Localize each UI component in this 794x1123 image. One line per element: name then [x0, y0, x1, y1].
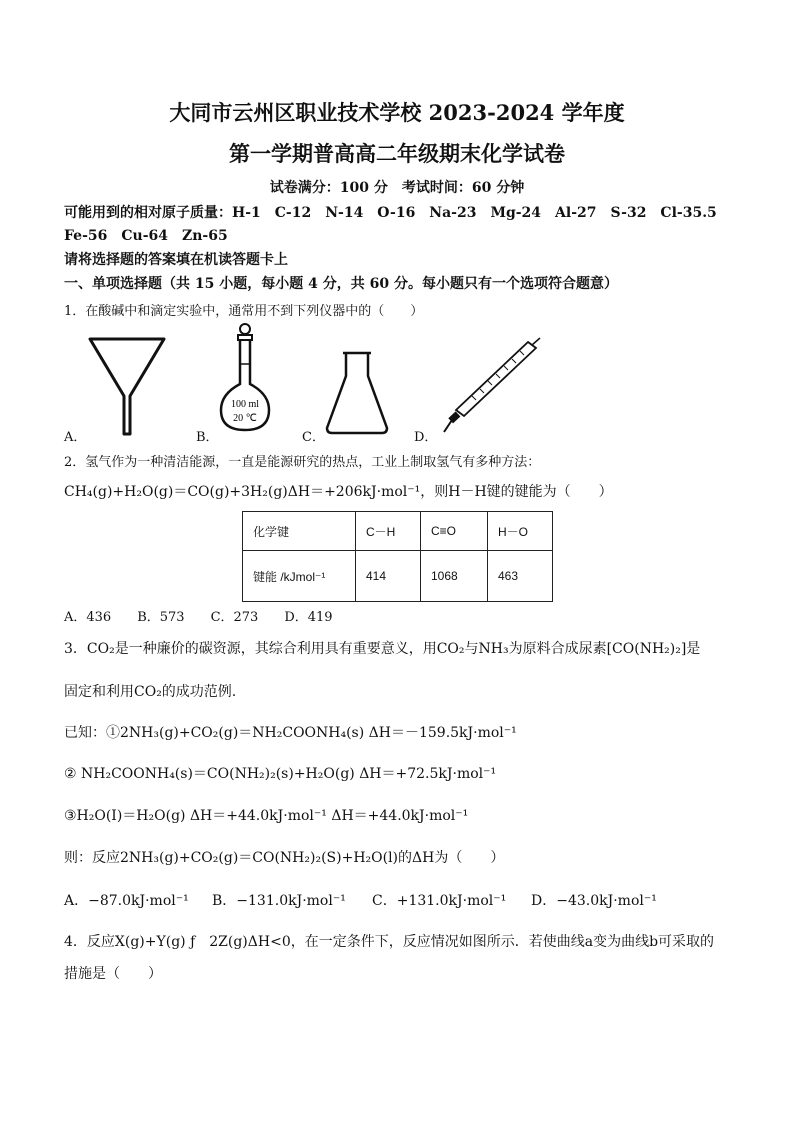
table-header-cell: C－H: [356, 512, 421, 551]
q3-option-a: A．−87.0kJ·mol⁻¹: [64, 893, 189, 909]
q3-option-b: B．−131.0kJ·mol⁻¹: [212, 893, 346, 909]
table-header-cell: 化学键: [243, 512, 356, 551]
table-row: [243, 551, 553, 602]
q3-question: 则：反应2NH₃(g)+CO₂(g)＝CO(NH₂)₂(S)+H₂O(l)的ΔH为（ ）: [64, 850, 505, 866]
table-row-label: 键能 /kJmol⁻¹: [243, 551, 356, 602]
q3-stem-part1: 3．CO₂是一种廉价的碳资源，其综合利用具有重要意义，用CO₂与NH₃为原料合成尿素[CO(NH₂)₂]是: [64, 641, 701, 657]
atomic-masses-line2: Fe-56 Cu-64 Zn-65: [64, 228, 228, 244]
conical-flask-icon: [324, 350, 390, 436]
q3-option-d: D．−43.0kJ·mol⁻¹: [531, 893, 657, 909]
q4-stem-part2: 措施是（ ）: [64, 966, 162, 982]
answer-note: 请将选择题的答案填在机读答题卡上: [64, 252, 288, 268]
exam-title-line2: 第一学期普高高二年级期末化学试卷: [229, 141, 565, 166]
q3-equation-1: 已知：①2NH₃(g)+CO₂(g)＝NH₂COONH₄(s) ΔH＝－159.5kJ·mol⁻¹: [64, 725, 517, 741]
table-header-cell: H－O: [488, 512, 553, 551]
q3-option-c: C．+131.0kJ·mol⁻¹: [372, 893, 507, 909]
atomic-masses-line1: 可能用到的相对原子质量：H-1 C-12 N-14 O-16 Na-23 Mg-24 Al-27 S-32 Cl-35.5: [64, 205, 717, 221]
bond-energy-table: [242, 511, 553, 602]
q3-equation-2: ② NH₂COONH₄(s)＝CO(NH₂)₂(s)+H₂O(g) ΔH＝+72.5kJ·mol⁻¹: [64, 766, 497, 782]
q1-option-c: C．: [302, 430, 325, 445]
exam-info: 试卷满分：100 分 考试时间：60 分钟: [269, 180, 525, 196]
q1-option-d: D．: [414, 430, 438, 445]
burette-icon: [440, 336, 550, 436]
volumetric-flask-icon: [218, 322, 272, 434]
table-header-row: [243, 512, 553, 551]
section-heading: 一、单项选择题（共 15 小题，每小题 4 分，共 60 分。每小题只有一个选项符合题意）: [64, 276, 618, 292]
table-cell: 1068: [421, 551, 488, 602]
q4-stem-part1: 4．反应X(g)+Y(g) ƒ 2Z(g)ΔH<0，在一定条件下，反应情况如图所示．若使曲线a变为曲线b可采取的: [64, 934, 715, 950]
table-cell: 463: [488, 551, 553, 602]
table-cell: 414: [356, 551, 421, 602]
q3-stem-part2: 固定和利用CO₂的成功范例.: [64, 684, 237, 700]
flask-label-temp: 20 ℃: [233, 413, 257, 424]
flask-label-volume: 100 ml: [230, 399, 260, 410]
q1-option-a: A．: [64, 430, 87, 445]
q2-options: A．436 B．573 C．273 D．419: [64, 610, 333, 625]
exam-title-line1: 大同市云州区职业技术学校 2023-2024 学年度: [169, 100, 625, 125]
funnel-icon: [88, 336, 168, 436]
q3-equation-3: ③H₂O(I)＝H₂O(g) ΔH＝+44.0kJ·mol⁻¹ ΔH＝+44.0kJ·mol⁻¹: [64, 808, 469, 824]
table-header-cell: C≡O: [421, 512, 488, 551]
q2-equation: CH₄(g)+H₂O(g)＝CO(g)+3H₂(g)ΔH＝+206kJ·mol⁻¹，则H－H键的键能为（ ）: [64, 484, 613, 500]
q1-stem: 1．在酸碱中和滴定实验中，通常用不到下列仪器中的（ ）: [64, 304, 424, 319]
q1-option-b: B．: [196, 430, 219, 445]
q2-stem: 2．氢气作为一种清洁能源，一直是能源研究的热点，工业上制取氢气有多种方法：: [64, 455, 541, 470]
